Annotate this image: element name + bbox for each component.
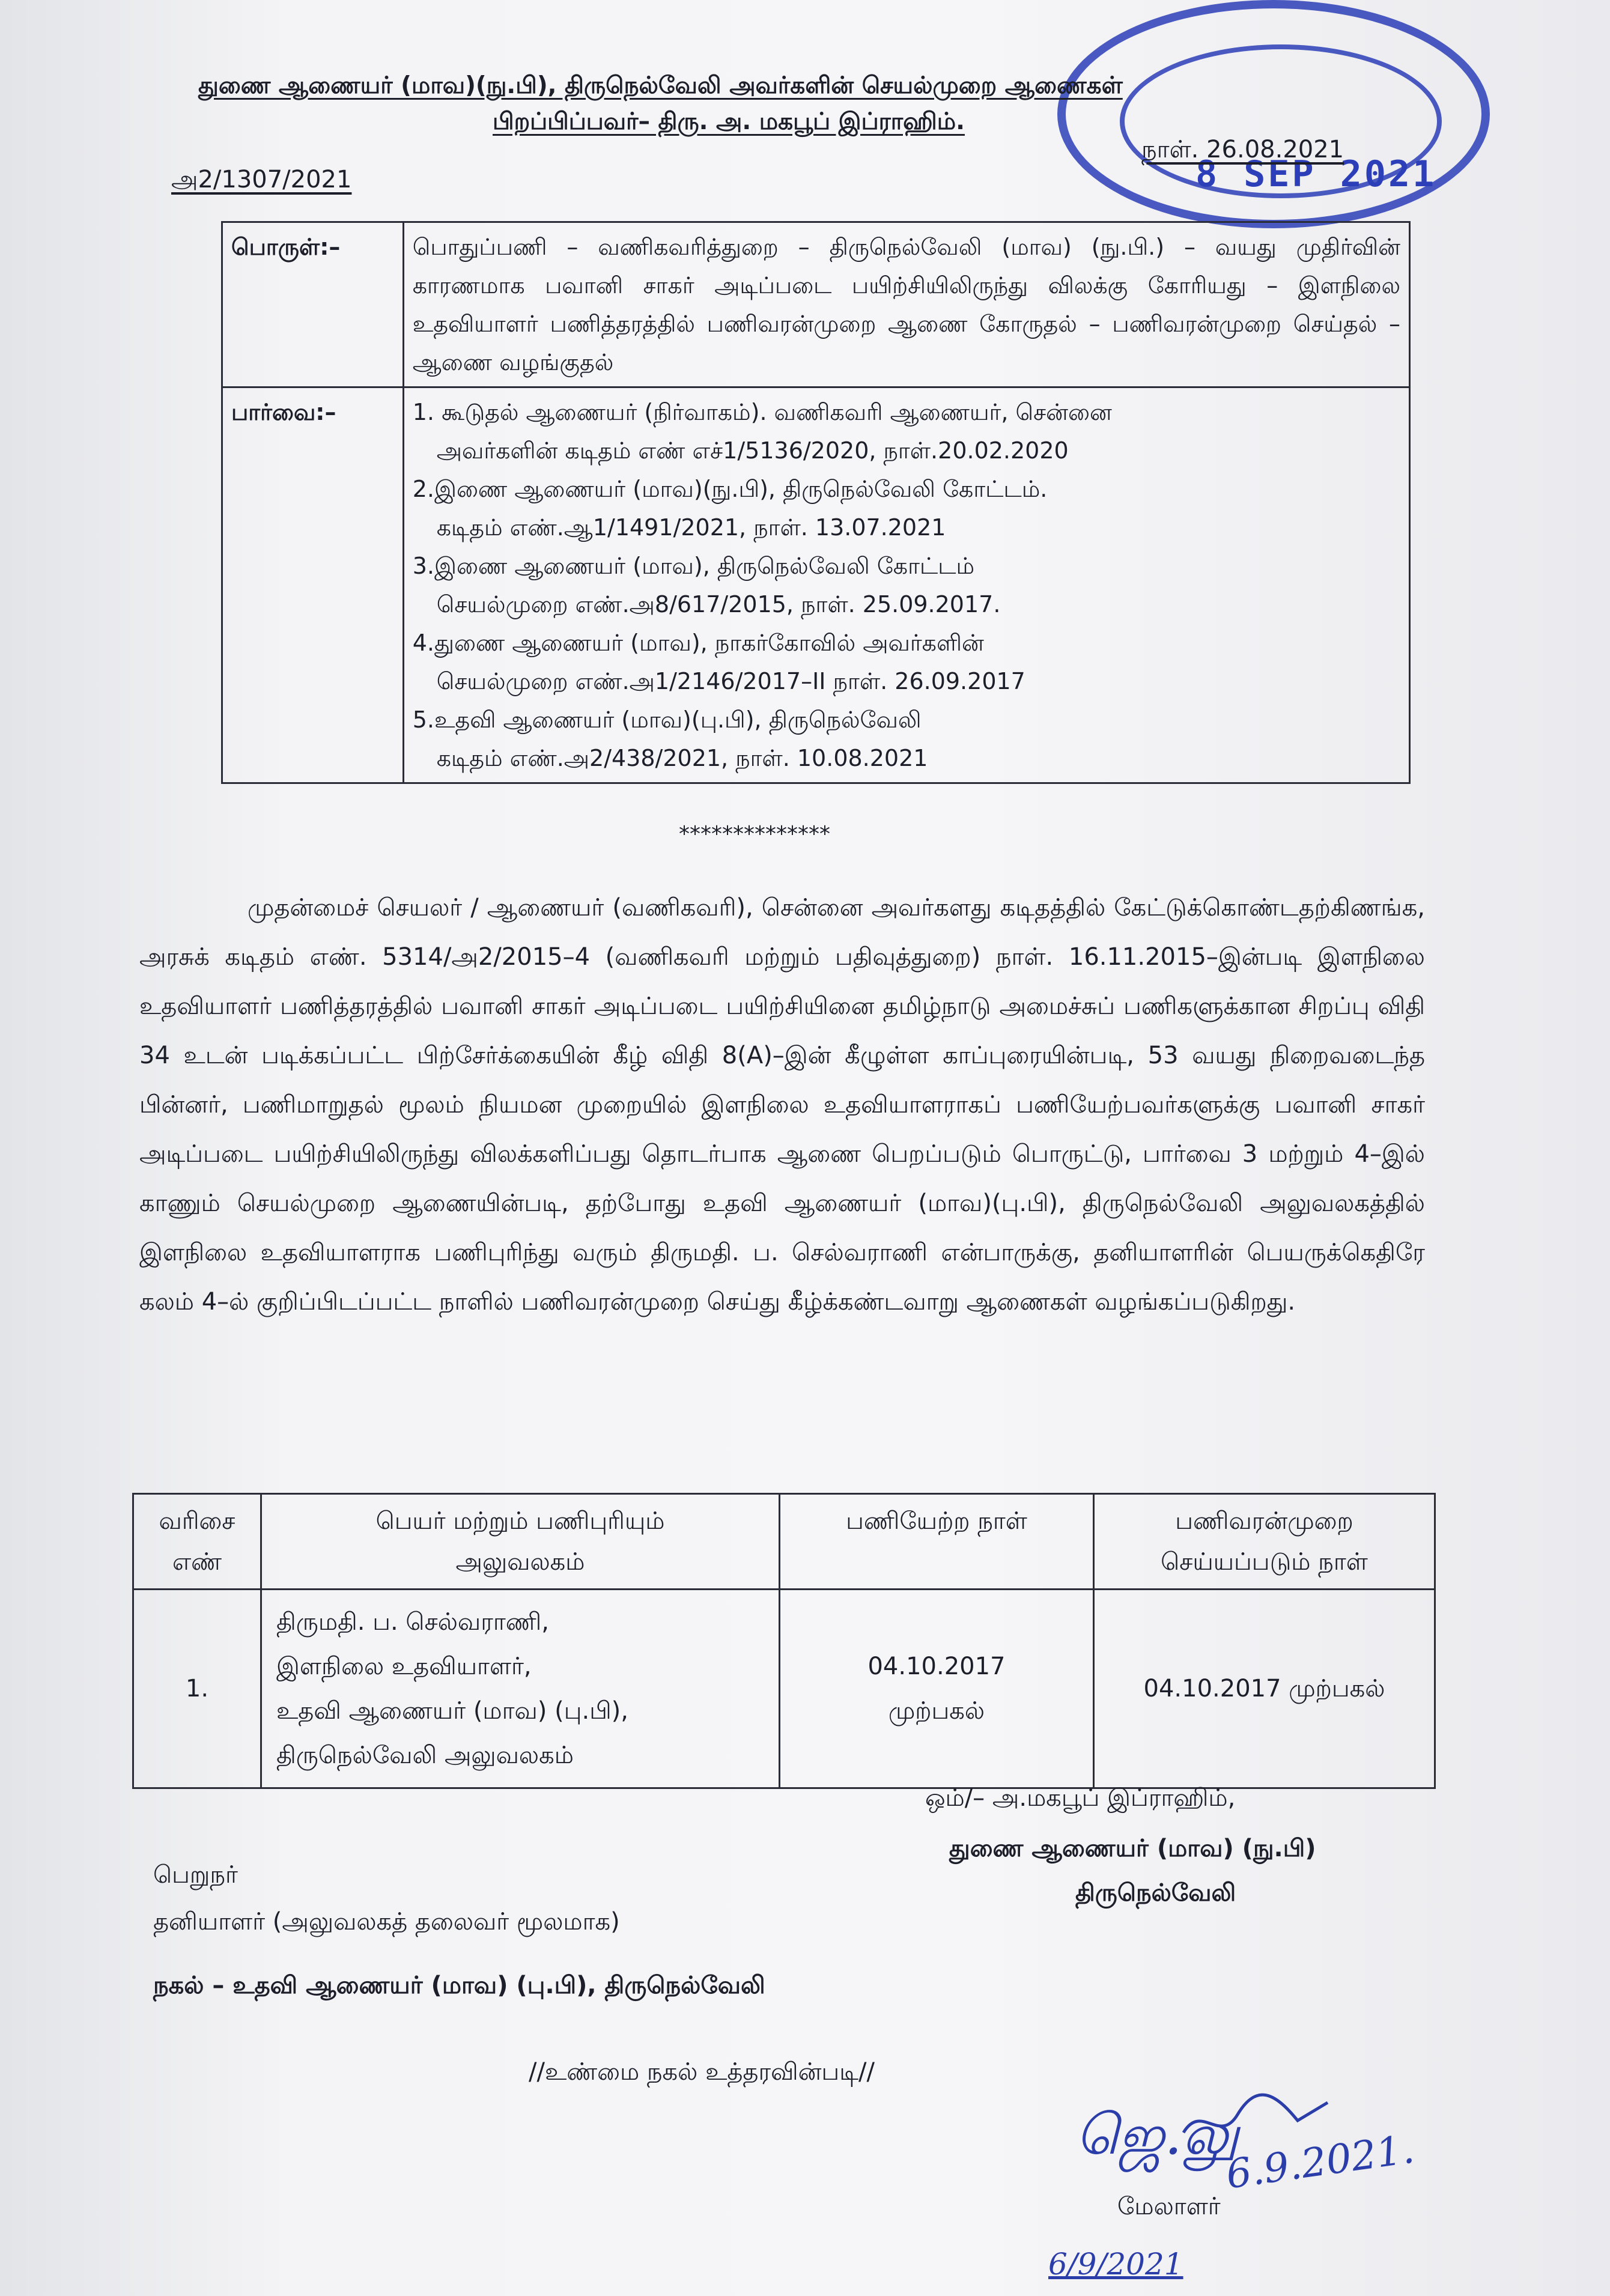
employee-office: உதவி ஆணையர் (மாவ) (பு.பி),	[276, 1697, 628, 1725]
subject-label: பொருள்:–	[222, 222, 404, 387]
employee-designation: இளநிலை உதவியாளர்,	[276, 1653, 532, 1680]
reference-item-detail: செயல்முறை எண்.அ1/2146/2017–II நாள். 26.09.2017	[436, 668, 1025, 694]
table-row	[133, 1590, 1435, 1788]
order-date: நாள். 26.08.2021	[1141, 136, 1344, 163]
reference-number: அ2/1307/2021	[171, 166, 352, 193]
superintendent-title: மேலாளர்	[1117, 2193, 1221, 2220]
recipient-label: பெறுநர்	[153, 1861, 238, 1889]
references-row	[222, 387, 1410, 783]
col-joined-header: பணியேற்ற நாள்	[780, 1494, 1094, 1590]
signatory-name: ஒம்/– அ.மகபூப் இப்ராஹிம்,	[925, 1784, 1236, 1812]
subject-row	[222, 222, 1410, 387]
employee-table	[132, 1493, 1436, 1789]
reference-item-detail: கடிதம் எண்.ஆ1/1491/2021, நாள். 13.07.2021	[436, 514, 946, 541]
reference-item: 4.துணை ஆணையர் (மாவ), நாகர்கோவில் அவர்களின்	[412, 630, 984, 656]
order-body: முதன்மைச் செயலர் / ஆணையர் (வணிகவரி), சென்னை அவர்களது கடிதத்தில் கேட்டுக்கொண்டதற்கிணங்க, அரசுக் கடிதம் எண். 5314/அ2/2015–4 (வணிகவரி மற்றும் பதிவுத்துறை) நாள். 16.11.2015–இன்படி இளநிலை உதவியாளர் பணித்தரத்தில் பவானி சாகர் அடிப்படை பயிற்சியினை தமிழ்நாடு அமைச்சுப் பணிகளுக்கான சிறப்பு விதி 34 உடன் படிக்கப்பட்ட பிற்சேர்க்கையின் கீழ் விதி 8(A)–இன் கீழுள்ள காப்புரையின்படி, 53 வயது நிறைவடைந்த பின்னர், பணிமாறுதல் மூலம் நியமன முறையில் இளநிலை உதவியாளராகப் பணியேற்பவர்களுக்கு பவானி சாகர் அடிப்படை பயிற்சியிலிருந்து விலக்களிப்பது தொடர்பாக ஆணை பெறப்படும் பொருட்டு, பார்வை 3 மற்றும் 4–இல் காணும் செயல்முறை ஆணையின்படி, தற்போது உதவி ஆணையர் (மாவ)(பு.பி), திருநெல்வேலி அலுவலகத்தில் இளநிலை உதவியாளராக பணிபுரிந்து வரும் திருமதி. ப. செல்வராணி என்பாருக்கு, தனியாளரின் பெயருக்கெதிரே கலம் 4–ல் குறிப்பிடப்பட்ட நாளில் பணிவரன்முறை செய்து கீழ்க்கண்டவாறு ஆணைகள் வழங்கப்படுகிறது.	[139, 894, 1425, 1316]
reference-item: 3.இணை ஆணையர் (மாவ), திருநெல்வேலி கோட்டம்	[412, 553, 975, 579]
order-title: துணை ஆணையர் (மாவ)(நு.பி), திருநெல்வேலி அவர்களின் செயல்முறை ஆணைகள்	[198, 72, 1123, 99]
issued-by: பிறப்பிப்பவர்– திரு. அ. மகபூப் இப்ராஹிம்.	[493, 108, 965, 135]
reference-item-detail: செயல்முறை எண்.அ8/617/2015, நாள். 25.09.2017.	[436, 591, 1001, 618]
separator: **************	[679, 822, 830, 846]
employee-table-header	[133, 1494, 1435, 1590]
signature-date: 6.9.2021.	[1223, 2125, 1417, 2198]
employee-name: திருமதி. ப. செல்வராணி,	[276, 1608, 549, 1636]
regularization-date: 04.10.2017 முற்பகல்	[1094, 1590, 1435, 1788]
true-copy-line: //உண்மை நகல் உத்தரவின்படி//	[529, 2058, 875, 2086]
reference-item-detail: அவர்களின் கடிதம் எண் எச்1/5136/2020, நாள்.20.02.2020	[436, 437, 1069, 464]
reference-item: 1. கூடுதல் ஆணையர் (நிர்வாகம்). வணிகவரி ஆணையர், சென்னை	[412, 399, 1112, 425]
reference-item-detail: கடிதம் எண்.அ2/438/2021, நாள். 10.08.2021	[436, 745, 928, 771]
joining-date: 04.10.2017 முற்பகல்	[780, 1590, 1094, 1788]
handwritten-bottom-date: 6/9/2021	[1048, 2247, 1183, 2282]
col-serial-header: வரிசை எண்	[133, 1494, 261, 1590]
handwritten-signature: ஜெ.லு	[1075, 2103, 1239, 2167]
serial-number: 1.	[133, 1590, 261, 1788]
reference-item: 2.இணை ஆணையர் (மாவ)(நு.பி), திருநெல்வேலி கோட்டம்.	[412, 476, 1048, 502]
reference-item: 5.உதவி ஆணையர் (மாவ)(பு.பி), திருநெல்வேலி	[412, 706, 922, 733]
recipient-text: தனியாளர் (அலுவலகத் தலைவர் மூலமாக)	[153, 1908, 620, 1936]
col-regularized-header: பணிவரன்முறை செய்யப்படும் நாள்	[1094, 1494, 1435, 1590]
employee-office-place: திருநெல்வேலி அலுவலகம்	[276, 1742, 574, 1769]
col-name-header: பெயர் மற்றும் பணிபுரியும் அலுவலகம்	[261, 1494, 780, 1590]
copy-to: நகல் – உதவி ஆணையர் (மாவ) (பு.பி), திருநெல்வேலி	[153, 1972, 765, 1999]
signatory-place: திருநெல்வேலி	[1075, 1879, 1236, 1907]
subject-references-table	[221, 221, 1411, 784]
stamp-date: 8 SEP 2021	[1195, 153, 1437, 195]
signatory-designation: துணை ஆணையர் (மாவ) (நு.பி)	[949, 1835, 1316, 1862]
subject-text: பொதுப்பணி – வணிகவரித்துறை – திருநெல்வேலி (மாவ) (நு.பி.) – வயது முதிர்வின் காரணமாக பவானி சாகர் அடிப்படை பயிற்சியிலிருந்து விலக்கு கோரியது – இளநிலை உதவியாளர் பணித்தரத்தில் பணிவரன்முறை ஆணை கோருதல் – பணிவரன்முறை செய்தல் – ஆணை வழங்குதல்	[403, 222, 1409, 387]
references-label: பார்வை:–	[222, 387, 404, 783]
references-list	[403, 387, 1409, 783]
employee-details	[261, 1590, 780, 1788]
